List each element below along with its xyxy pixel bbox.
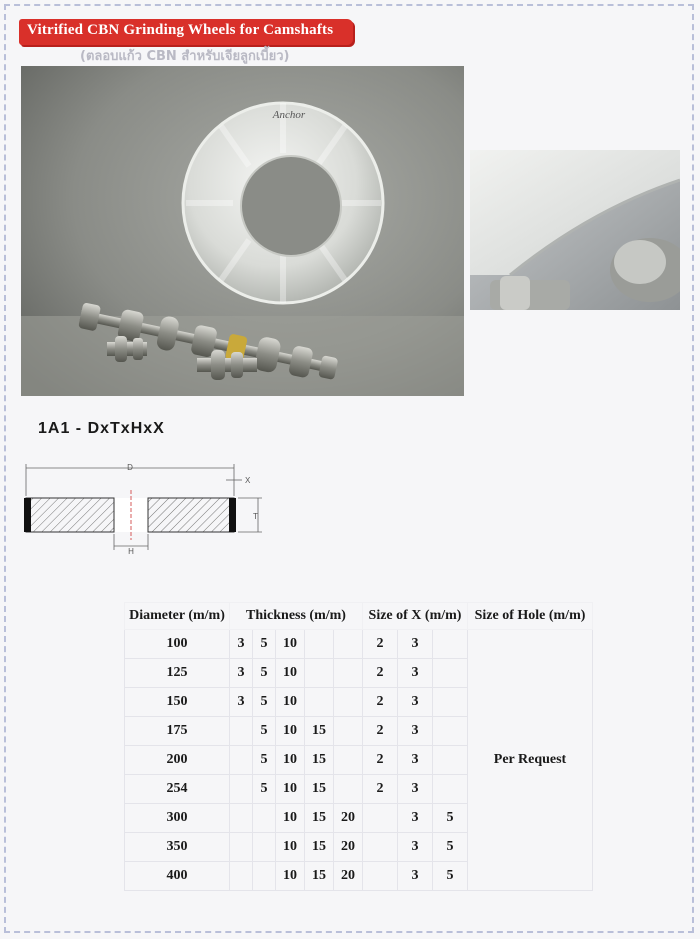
cell-thickness bbox=[334, 630, 363, 659]
cell-thickness bbox=[334, 659, 363, 688]
cell-diameter: 350 bbox=[125, 833, 230, 862]
cell-thickness: 10 bbox=[276, 659, 305, 688]
cell-thickness bbox=[230, 833, 253, 862]
cell-size-x bbox=[363, 862, 398, 891]
cell-thickness: 3 bbox=[230, 630, 253, 659]
cell-diameter: 400 bbox=[125, 862, 230, 891]
cell-thickness bbox=[305, 630, 334, 659]
cell-size-hole: Per Request bbox=[468, 630, 593, 891]
thai-subtitle: (ตลอบแก้ว CBN สำหรับเจียลูกเบี้ยว) bbox=[80, 49, 290, 64]
closeup-photo-grinding bbox=[470, 150, 680, 310]
cell-thickness: 20 bbox=[334, 804, 363, 833]
cell-thickness: 3 bbox=[230, 688, 253, 717]
dim-label-h: H bbox=[128, 547, 134, 556]
cell-size-x: 5 bbox=[433, 804, 468, 833]
cell-thickness: 5 bbox=[253, 775, 276, 804]
cell-thickness bbox=[230, 717, 253, 746]
cell-thickness: 5 bbox=[253, 746, 276, 775]
cell-thickness: 5 bbox=[253, 659, 276, 688]
cell-size-x: 3 bbox=[398, 659, 433, 688]
cell-thickness: 20 bbox=[334, 862, 363, 891]
cell-thickness: 10 bbox=[276, 804, 305, 833]
cell-size-x: 2 bbox=[363, 630, 398, 659]
cell-thickness bbox=[253, 804, 276, 833]
cell-thickness bbox=[334, 775, 363, 804]
wheel-brand-text: Anchor bbox=[272, 109, 306, 121]
cell-thickness: 10 bbox=[276, 833, 305, 862]
cell-size-x: 3 bbox=[398, 717, 433, 746]
dim-label-t: T bbox=[253, 512, 258, 521]
cell-diameter: 125 bbox=[125, 659, 230, 688]
cell-thickness: 15 bbox=[305, 804, 334, 833]
cell-size-x: 2 bbox=[363, 775, 398, 804]
cell-thickness: 5 bbox=[253, 717, 276, 746]
table-header-row bbox=[125, 603, 593, 630]
title-banner bbox=[19, 19, 353, 45]
cell-diameter: 175 bbox=[125, 717, 230, 746]
cell-diameter: 200 bbox=[125, 746, 230, 775]
header-diameter: Diameter (m/m) bbox=[125, 603, 230, 630]
wheel-shape-code: 1A1 - DxTxHxX bbox=[38, 420, 165, 437]
cell-size-x bbox=[363, 833, 398, 862]
cell-size-x: 2 bbox=[363, 659, 398, 688]
cell-size-x: 2 bbox=[363, 688, 398, 717]
product-photo-wheel-camshaft bbox=[21, 66, 464, 396]
cell-thickness: 5 bbox=[253, 688, 276, 717]
cell-thickness bbox=[334, 688, 363, 717]
cell-thickness bbox=[230, 804, 253, 833]
cell-size-x bbox=[433, 630, 468, 659]
cell-diameter: 100 bbox=[125, 630, 230, 659]
cell-size-x bbox=[433, 659, 468, 688]
cell-thickness: 10 bbox=[276, 746, 305, 775]
cell-size-x bbox=[433, 775, 468, 804]
cell-size-x: 3 bbox=[398, 688, 433, 717]
cell-diameter: 254 bbox=[125, 775, 230, 804]
cell-thickness: 10 bbox=[276, 717, 305, 746]
cell-size-x bbox=[433, 717, 468, 746]
cell-size-x: 3 bbox=[398, 833, 433, 862]
cell-size-x bbox=[363, 804, 398, 833]
cell-thickness: 10 bbox=[276, 862, 305, 891]
cell-thickness bbox=[334, 746, 363, 775]
dim-label-x: X bbox=[245, 476, 251, 485]
wheel-cross-section-diagram bbox=[20, 460, 270, 556]
cell-thickness bbox=[305, 659, 334, 688]
cell-thickness bbox=[305, 688, 334, 717]
cell-thickness bbox=[253, 833, 276, 862]
cell-thickness: 3 bbox=[230, 659, 253, 688]
cell-size-x bbox=[433, 688, 468, 717]
cell-thickness: 5 bbox=[253, 630, 276, 659]
cell-size-x: 5 bbox=[433, 862, 468, 891]
cell-size-x: 2 bbox=[363, 717, 398, 746]
header-thickness: Thickness (m/m) bbox=[230, 603, 363, 630]
cell-thickness: 10 bbox=[276, 630, 305, 659]
spec-table bbox=[124, 602, 593, 891]
cell-thickness bbox=[230, 746, 253, 775]
cell-thickness: 15 bbox=[305, 862, 334, 891]
cell-thickness: 10 bbox=[276, 688, 305, 717]
cell-thickness: 15 bbox=[305, 833, 334, 862]
header-size-hole: Size of Hole (m/m) bbox=[468, 603, 593, 630]
header-size-x: Size of X (m/m) bbox=[363, 603, 468, 630]
cell-size-x: 3 bbox=[398, 630, 433, 659]
cell-diameter: 300 bbox=[125, 804, 230, 833]
cell-thickness: 15 bbox=[305, 775, 334, 804]
cell-size-x: 3 bbox=[398, 862, 433, 891]
cell-size-x bbox=[433, 746, 468, 775]
cell-size-x: 2 bbox=[363, 746, 398, 775]
cell-thickness bbox=[230, 862, 253, 891]
cell-size-x: 3 bbox=[398, 746, 433, 775]
table-row bbox=[125, 630, 593, 659]
dim-label-d: D bbox=[127, 463, 133, 472]
cell-thickness: 15 bbox=[305, 746, 334, 775]
cell-thickness: 15 bbox=[305, 717, 334, 746]
cell-thickness bbox=[230, 775, 253, 804]
cell-thickness: 10 bbox=[276, 775, 305, 804]
cell-diameter: 150 bbox=[125, 688, 230, 717]
cell-size-x: 3 bbox=[398, 775, 433, 804]
page-title: Vitrified CBN Grinding Wheels for Camshafts bbox=[27, 22, 334, 38]
cell-thickness bbox=[253, 862, 276, 891]
cell-thickness bbox=[334, 717, 363, 746]
cell-thickness: 20 bbox=[334, 833, 363, 862]
cell-size-x: 3 bbox=[398, 804, 433, 833]
cell-size-x: 5 bbox=[433, 833, 468, 862]
